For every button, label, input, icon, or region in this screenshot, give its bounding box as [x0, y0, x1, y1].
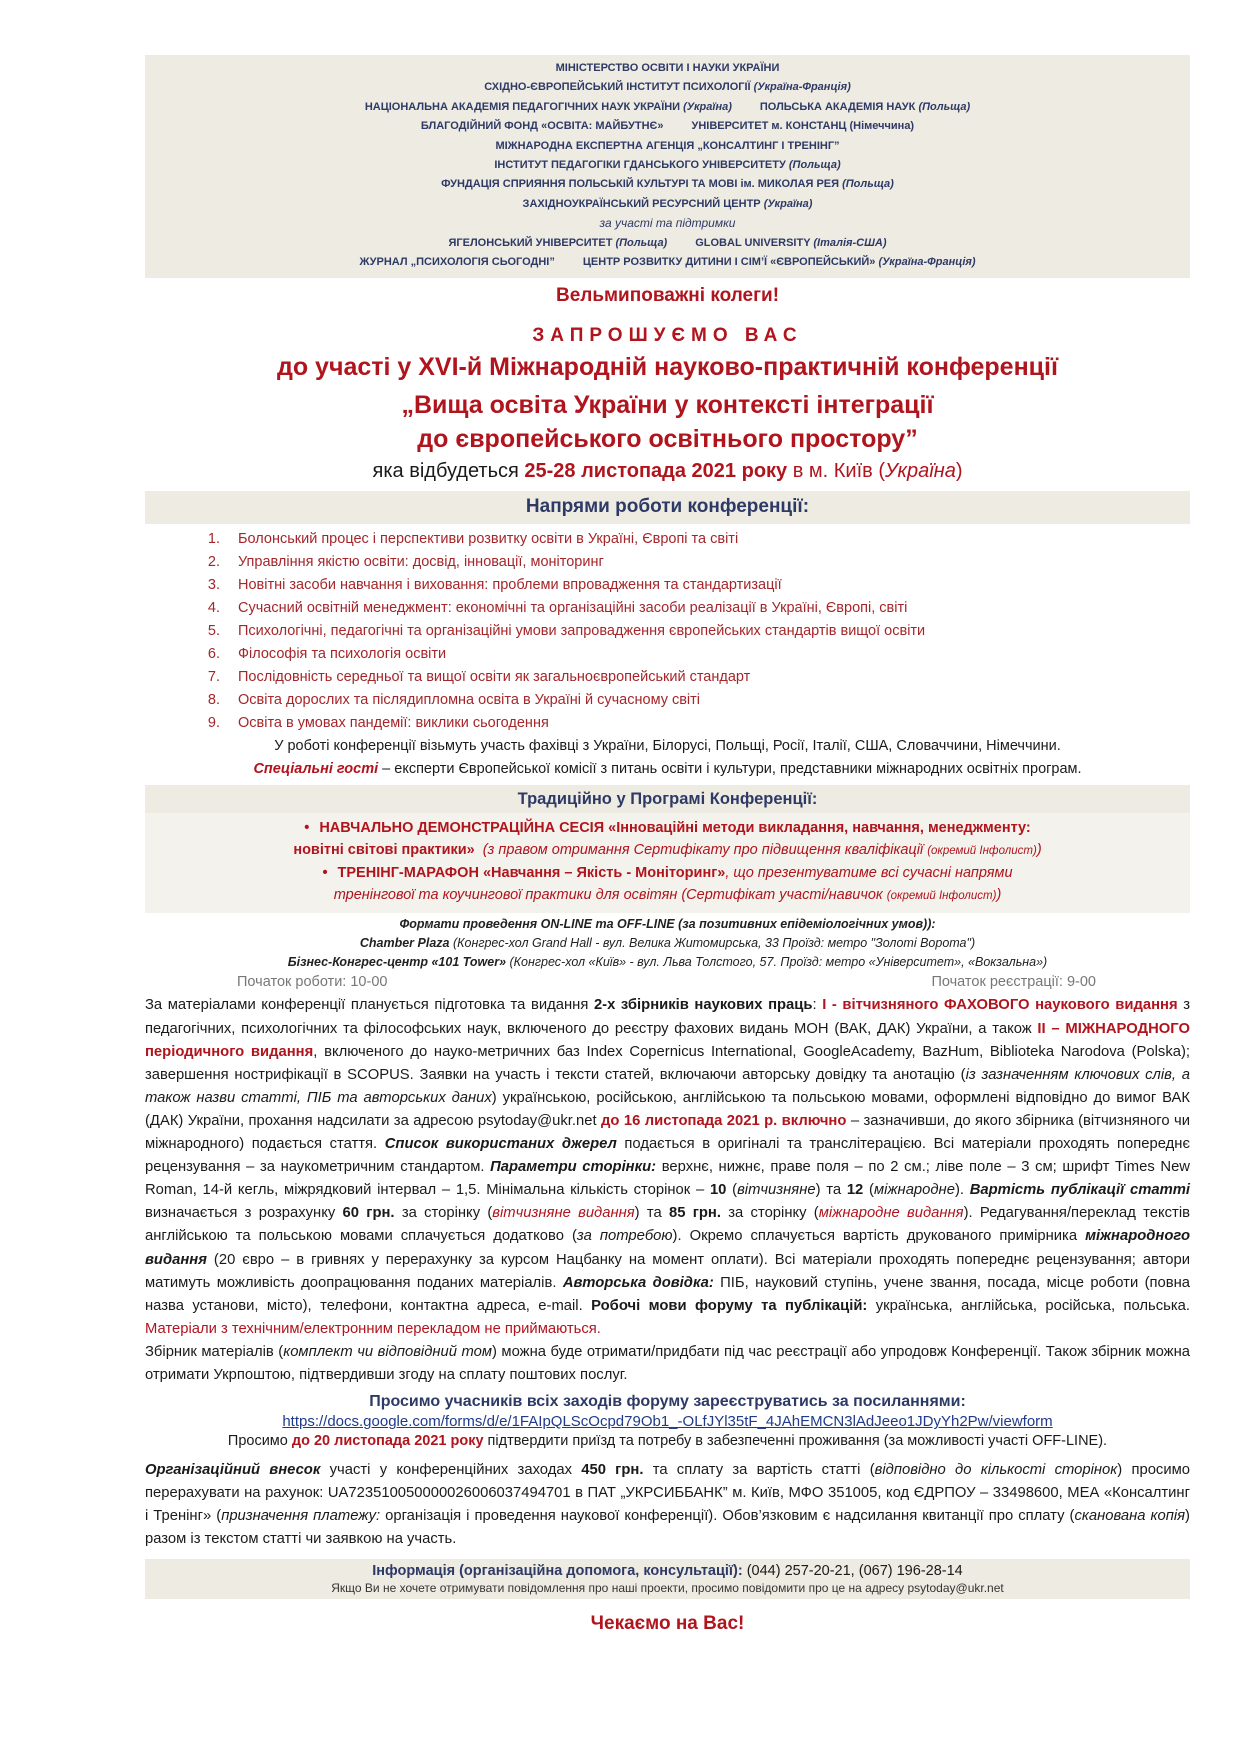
item-text: Болонський процес і перспективи розвитку освіти в Україні, Європі та світі	[238, 531, 739, 548]
session-line	[145, 839, 1190, 862]
body-text: відповідно до кількості сторінок	[874, 1462, 1118, 1479]
session-title-cont: новітні світові практики»	[293, 842, 475, 859]
list-item	[145, 574, 1190, 597]
guests-text: – експерти Європейської комісії з питань освіти і культури, представники міжнародних освітніх програм.	[378, 761, 1082, 778]
organizer: БЛАГОДІЙНИЙ ФОНД «ОСВІТА: МАЙБУТНЄ»	[420, 120, 664, 133]
session-note: (з правом отримання Сертифікату про підвищення кваліфікації	[482, 842, 924, 859]
organizer-country: (Польща)	[918, 100, 971, 113]
item-text: Управління якістю освіти: досвід, інновації, моніторинг	[238, 554, 604, 571]
training-line	[145, 862, 1190, 884]
item-text: Новітні засоби навчання і виховання: проблеми впровадження та стандартизації	[238, 577, 782, 594]
date-country: Україна	[885, 460, 956, 483]
item-text: Освіта в умовах пандемії: виклики сьогодення	[238, 715, 549, 732]
info-band	[145, 1559, 1190, 1579]
venue-name: Chamber Plaza	[359, 936, 450, 951]
body-text: 10	[709, 1182, 727, 1199]
body-text: міжнародне видання	[818, 1205, 964, 1222]
tradition-block	[145, 813, 1190, 913]
start-registration: Початок реєстрації: 9-00	[931, 974, 1096, 991]
organizer: НАЦІОНАЛЬНА АКАДЕМІЯ ПЕДАГОГІЧНИХ НАУК УКРАЇНИ	[364, 100, 681, 113]
organizer-country: (Італія-США)	[813, 236, 887, 249]
participants-note: У роботі конференції візьмуть участь фахівці з України, Білорусі, Польщі, Росії, Італії, США, Словаччини, Німеччини.	[274, 738, 1061, 755]
organizer-country: (Польща)	[788, 159, 841, 172]
body-text: до 20 листопада 2021 року	[291, 1433, 484, 1450]
organizer: ЗАХІДНОУКРАЇНСЬКИЙ РЕСУРСНИЙ ЦЕНТР	[522, 197, 761, 210]
body-text: із зазначенням ключових слів, а також назви статті, ПІБ та авторських даних	[145, 1066, 1190, 1106]
item-number: 6.	[207, 646, 220, 663]
item-number: 7.	[207, 669, 220, 686]
body-text: 12	[846, 1182, 864, 1199]
body-text: міжнародного видання	[145, 1228, 1190, 1268]
body-text: :	[812, 997, 823, 1014]
session-title: НАВЧАЛЬНО ДЕМОНСТРАЦІЙНА СЕСІЯ «Інноваційні методи викладання, навчання, менеджменту:	[319, 820, 1031, 837]
venue-line	[145, 934, 1190, 953]
body-text: ) можна буде отримати/придбати під час реєстрації або упродовж Конференції. Також збірник можна отримати Укрпоштою, підтвердивши згоду на сплату поштових послуг.	[145, 1343, 1190, 1383]
body-text: з педагогічних, психологічних та філософських наук, включеного до реєстру фахових видань МОН (ВАК, ДАК) України, а також	[145, 997, 1190, 1037]
list-item	[145, 666, 1190, 689]
date-city: в м. Київ (	[787, 460, 885, 483]
body-text: подається в оригіналі та транслітерацією. Всі матеріали проходять попереднє рецензування – за наукометричним стандартом.	[145, 1136, 1191, 1176]
session-line	[145, 817, 1190, 839]
list-item	[145, 620, 1190, 643]
list-item	[145, 712, 1190, 735]
body-text: організація і проведення наукової конференції). Обов’язковим є надсилання квитанції про сплату (	[380, 1508, 1075, 1525]
body-text: ) та	[634, 1205, 669, 1222]
item-number: 2.	[207, 554, 220, 571]
body-text: призначення платежу:	[221, 1508, 381, 1525]
organizer-country: (Польща)	[615, 236, 668, 249]
body-text: ) разом із текстом статті чи заявкою на участь.	[145, 1508, 1190, 1548]
body-text: вітчизняне видання	[492, 1205, 635, 1222]
unsubscribe-note: Якщо Ви не хочете отримувати повідомлення про наші проекти, просимо повідомити про це на адресу psytoday@ukr.net	[145, 1579, 1190, 1599]
body-text: ) українською, російською, англійською та польською мовами, оформлені відповідно до вимог ВАК (ДАК) України, прохання надсилати за адресою	[145, 1089, 1190, 1129]
organizers-block	[145, 55, 1190, 278]
directions-list	[145, 528, 1190, 735]
body-text: За матеріалами конференції планується підготовка та видання	[145, 997, 594, 1014]
body-text: Вартість публікації статті	[969, 1182, 1190, 1199]
body-text: ).	[954, 1182, 970, 1199]
training-note-small: (окремий Інфолист)	[886, 890, 997, 903]
special-guests	[145, 758, 1190, 781]
organizer: ЦЕНТР РОЗВИТКУ ДИТИНИ І СІМ’Ї «ЄВРОПЕЙСЬКИЙ»	[582, 256, 876, 269]
body-text: (20 євро – в гривнях у перерахунку за курсом Нацбанку на момент оплати). Всі матеріали проходять попереднє рецензування; автори матимуть можливість доопрацювання поданих матеріалів.	[145, 1251, 1190, 1291]
organizer: ЖУРНАЛ „ПСИХОЛОГІЯ СЬОГОДНІ”	[359, 256, 555, 269]
body-text: ) просимо перерахувати на рахунок: UA723510050000026006037494701 в ПАТ „УКРСИББАНК” м. Київ, МФО 351005, код ЄДРПОУ – 33498600, МЕА «Консалтинг і Тренінг» (	[145, 1462, 1190, 1525]
organizer: ПОЛЬСЬКА АКАДЕМІЯ НАУК	[759, 100, 916, 113]
conference-date	[145, 460, 1190, 483]
organizer: СХІДНО-ЄВРОПЕЙСЬКИЙ ІНСТИТУТ ПСИХОЛОГІЇ	[484, 81, 751, 94]
date-value: 25-28 листопада 2021 року	[524, 460, 788, 483]
body-text: Організаційний внесок	[145, 1462, 321, 1479]
body-text: ІІ – МІЖНАРОДНОГО періодичного видання	[145, 1020, 1190, 1060]
collection-info	[145, 1341, 1190, 1387]
topic-line: до європейського освітнього простору”	[417, 425, 918, 454]
item-number: 4.	[207, 600, 220, 617]
body-text: за сторінку (	[394, 1205, 493, 1222]
organizer-country: (Польща)	[842, 178, 894, 191]
conference-topic	[145, 388, 1190, 456]
list-item	[145, 597, 1190, 620]
registration-confirm	[145, 1430, 1190, 1453]
support-note: за участі та підтримки	[599, 216, 736, 231]
body-text: ). Редагування/переклад текстів англійською та польською мовами сплачується додатково (	[145, 1205, 1190, 1245]
item-number: 9.	[207, 715, 220, 732]
payment-info	[145, 1459, 1190, 1551]
body-text: до 16 листопада 2021 р. включно	[596, 1112, 847, 1129]
organizer: МІНІСТЕРСТВО ОСВІТИ І НАУКИ УКРАЇНИ	[555, 62, 780, 74]
body-text: міжнародне	[873, 1182, 955, 1199]
venue-details: (Конгрес-хол Grand Hall - вул. Велика Житомирська, 33 Проїзд: метро "Золоті Ворота")	[449, 936, 976, 951]
body-text: Список використаних джерел	[384, 1136, 617, 1153]
training-line	[145, 884, 1190, 907]
body-text: Робочі мови форуму та публікацій:	[591, 1297, 868, 1314]
body-text: 60 грн.	[342, 1205, 395, 1222]
info-phones: (044) 257-20-21, (067) 196-28-14	[742, 1563, 963, 1580]
invite-heading: ЗАПРОШУЄМО ВАС	[532, 325, 803, 347]
body-text: Збірник матеріалів (	[145, 1343, 284, 1360]
list-item	[145, 551, 1190, 574]
formats-title: Формати проведення ON-LINE та OFF-LINE (за позитивних епідеміологічних умов)):	[399, 917, 936, 932]
organizer-country: (Україна-Франція)	[753, 81, 851, 94]
date-prefix: яка відбудеться	[372, 460, 525, 483]
venue-name: Бізнес-Конгрес-центр «101 Tower»	[287, 955, 507, 970]
training-title: ТРЕНІНГ-МАРАФОН «Навчання – Якість - Моніторинг»	[337, 865, 726, 882]
body-text: верхнє, нижнє, праве поля – по 2 см.; ліве поле – 3 см; шрифт Times New Roman, 14-й кегль, міжрядковий інтервал – 1,5. Мінімальна кількість сторінок –	[145, 1159, 1190, 1199]
organizer: ІНСТИТУТ ПЕДАГОГІКИ ГДАНСЬКОГО УНІВЕРСИТЕТУ	[494, 159, 786, 172]
bullet-icon: •	[304, 820, 310, 837]
item-text: Послідовність середньої та вищої освіти як загальноєвропейський стандарт	[238, 669, 751, 686]
guests-label: Спеціальні гості	[253, 761, 379, 778]
date-end: )	[955, 460, 963, 483]
item-number: 1.	[207, 531, 220, 548]
body-text: Параметри сторінки:	[490, 1159, 657, 1176]
list-item	[145, 528, 1190, 551]
body-text: 2-х збірників наукових праць	[593, 997, 813, 1014]
directions-title: Напрями роботи конференції:	[145, 491, 1190, 524]
body-text: І - вітчизняного ФАХОВОГО наукового видання	[822, 997, 1178, 1014]
start-times	[145, 972, 1190, 994]
training-note: , що презентуватиме всі сучасні напрями	[725, 865, 1013, 882]
body-text: 85 грн.	[668, 1205, 721, 1222]
topic-line: „Вища освіта України у контексті інтеграції	[401, 391, 934, 420]
venue-details: (Конгрес-хол «Київ» - вул. Льва Толстого, 57. Проїзд: метро «Університет», «Вокзальна»)	[506, 955, 1048, 970]
organizer: УНІВЕРСИТЕТ м. КОНСТАНЦ (Німеччина)	[691, 120, 915, 133]
item-text: Освіта дорослих та післядипломна освіта в Україні й сучасному світі	[238, 692, 701, 709]
list-item	[145, 643, 1190, 666]
body-text: за сторінку (	[720, 1205, 819, 1222]
item-number: 8.	[207, 692, 220, 709]
body-text: та сплату за вартість статті (	[643, 1462, 875, 1479]
training-note-end: )	[996, 887, 1002, 904]
tradition-title: Традиційно у Програмі Конференції:	[145, 785, 1190, 813]
venue-line	[145, 953, 1190, 972]
training-note-cont: тренінгової та коучингової практики для освітян (Сертифікат участі/навичок	[333, 887, 883, 904]
bullet-icon: •	[322, 865, 328, 882]
body-text: підтвердити приїзд та потребу в забезпеченні проживання (за можливості участі OFF-LINE).	[483, 1433, 1108, 1450]
body-text: (	[726, 1182, 738, 1199]
body-text: 450 грн.	[581, 1462, 644, 1479]
organizer: ЯГЕЛОНСЬКИЙ УНІВЕРСИТЕТ	[448, 236, 613, 249]
body-text: (	[863, 1182, 874, 1199]
invitation-page	[145, 55, 1190, 1635]
body-text: Просимо	[227, 1433, 292, 1450]
body-text: вітчизняне	[737, 1182, 816, 1199]
body-text: , включеного до науко-метричних баз Index Copernicus International, GoogleAcademy, BazHum, Biblioteka Narodova (Polska); завершення нострифікації в SCOPUS. Заявки на участь і тексти статей, включаючи авторську довідку та анотацію (	[145, 1043, 1191, 1083]
body-text: – зазначивши, до якого збірника (вітчизняного чи міжнародного) подається стаття.	[145, 1112, 1191, 1153]
item-number: 3.	[207, 577, 220, 594]
organizer-country: (Україна)	[683, 100, 732, 113]
organizer: GLOBAL UNIVERSITY	[695, 236, 811, 249]
item-text: Філософія та психологія освіти	[238, 646, 447, 663]
organizer: МІЖНАРОДНА ЕКСПЕРТНА АГЕНЦІЯ „КОНСАЛТИНГ І ТРЕНІНГ”	[495, 139, 840, 152]
body-text: ) та	[815, 1182, 847, 1199]
greeting: Вельмиповажні колеги!	[555, 285, 780, 307]
body-text: Авторська довідка:	[562, 1274, 714, 1291]
conference-title: до участі у XVI-й Міжнародній науково-практичній конференції	[276, 353, 1059, 382]
item-text: Психологічні, педагогічні та організаційні умови запровадження європейських стандартів вищої освіти	[238, 623, 926, 640]
info-label: Інформація (організаційна допомога, консультації):	[372, 1563, 743, 1580]
registration-title: Просимо учасників всіх заходів форуму зареєструватись за посиланнями:	[369, 1393, 966, 1411]
body-text: визначається з розрахунку	[145, 1205, 343, 1222]
start-work: Початок роботи: 10-00	[237, 974, 388, 991]
closing-line: Чекаємо на Вас!	[590, 1613, 745, 1635]
body-text: за потребою	[576, 1228, 673, 1245]
organizer-country: (Україна-Франція)	[878, 256, 976, 269]
body-text: сканована копія	[1074, 1508, 1186, 1525]
list-item	[145, 689, 1190, 712]
body-text: комплект чи відповідний том	[283, 1343, 493, 1360]
item-number: 5.	[207, 623, 220, 640]
body-text: українська, англійська, російська, польська.	[867, 1297, 1191, 1314]
body-text: участі у конференційних заходах	[320, 1462, 582, 1479]
item-text: Сучасний освітній менеджмент: економічні та організаційні засоби реалізації в Україні, Європі, світі	[238, 600, 908, 617]
organizer-country: (Україна)	[763, 197, 813, 210]
body-text: ). Окремо сплачується вартість друкованого примірника	[672, 1228, 1086, 1245]
session-note-small: (окремий Інфолист)	[927, 845, 1037, 858]
registration-link[interactable]: https://docs.google.com/forms/d/e/1FAIpQLScOcpd79Ob1_-OLfJYl35tF_4JAhEMCN3lAdJeeo1JDyYh2Pw/viewform	[282, 1413, 1053, 1431]
email-link[interactable]: psytoday@ukr.net	[477, 1112, 597, 1129]
session-note-end: )	[1036, 842, 1042, 859]
publication-info	[145, 994, 1190, 1340]
body-text: Матеріали з технічним/електронним перекладом не приймаються.	[145, 1320, 601, 1337]
formats-block	[145, 915, 1190, 972]
body-text: ПІБ, науковий ступінь, учене звання, посада, місце роботи (повна назва установи, місто), телефони, контактна адреса, e-mail.	[145, 1274, 1190, 1314]
organizer: ФУНДАЦІЯ СПРИЯННЯ ПОЛЬСЬКІЙ КУЛЬТУРІ ТА МОВІ ім. МИКОЛАЯ РЕЯ	[441, 178, 840, 191]
